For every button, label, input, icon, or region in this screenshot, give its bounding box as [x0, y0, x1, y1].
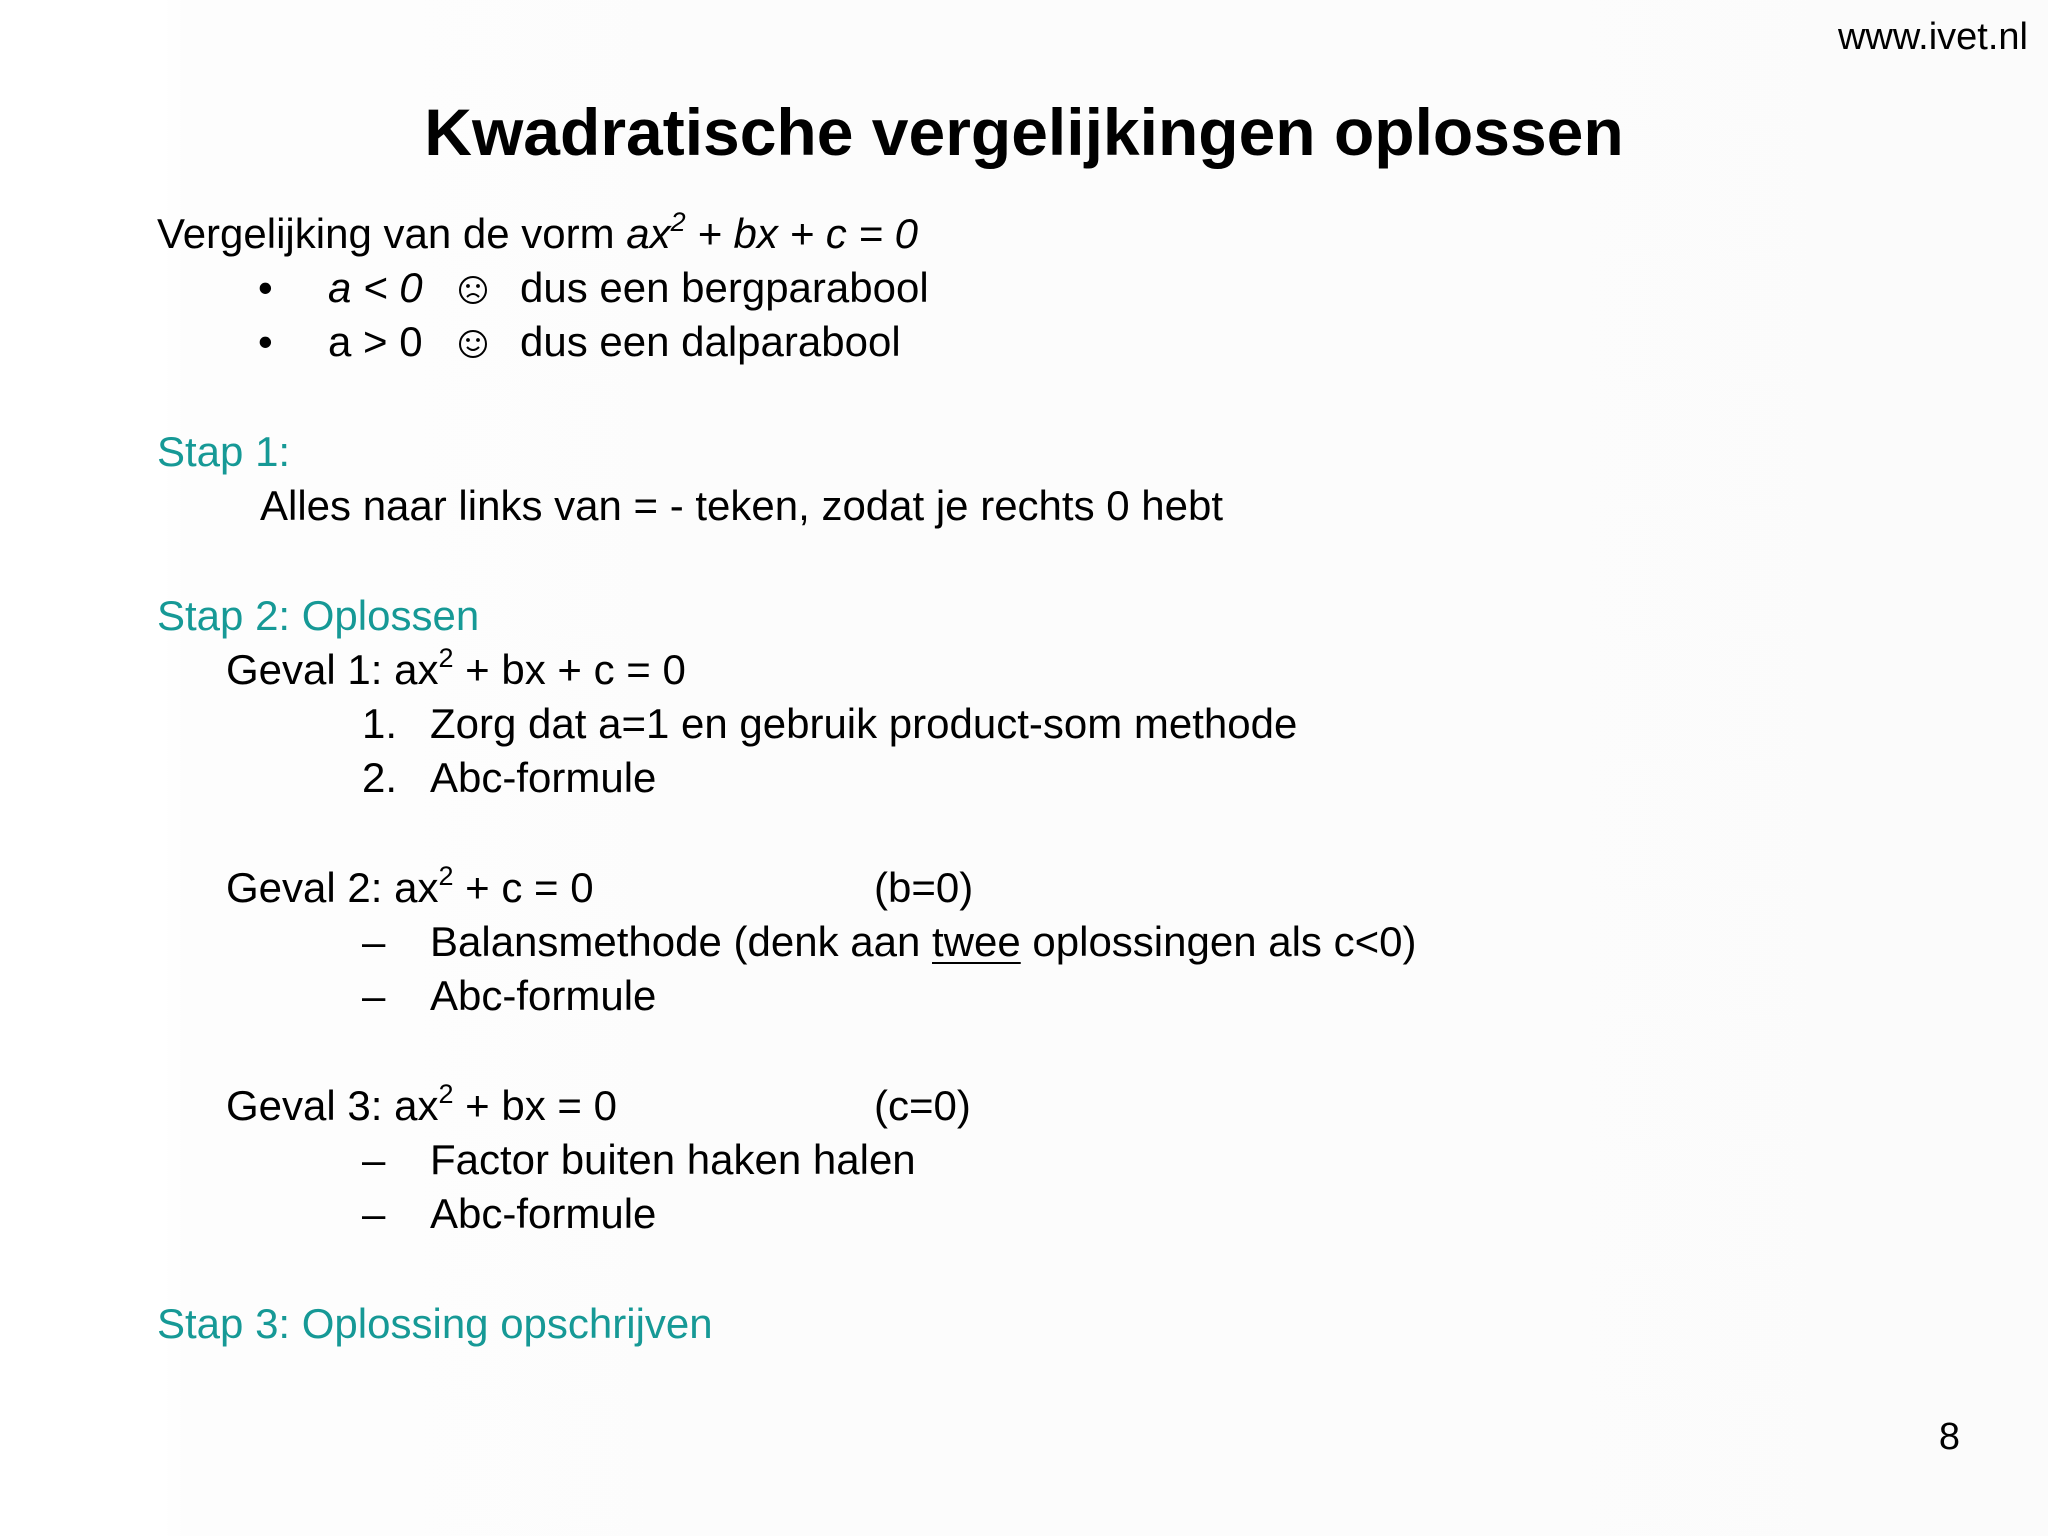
case-2-item-1-before: Balansmethode (denk aan	[430, 918, 933, 965]
page-number: 8	[1938, 1416, 1960, 1458]
case-3-note: (c=0)	[874, 1082, 971, 1129]
case-2-note: (b=0)	[874, 864, 974, 911]
case-3-item-2-marker: –	[362, 1190, 386, 1237]
site-url: www.ivet.nl	[1837, 16, 2028, 58]
case-1-heading	[226, 644, 686, 696]
case-1-item-2: Abc-formule	[430, 754, 657, 801]
page-title: Kwadratische vergelijkingen oplossen	[424, 95, 1624, 169]
case-2-item-1-underlined: twee	[932, 918, 1021, 965]
case-3-item-1-marker: –	[362, 1136, 386, 1183]
bullet-condition-positive: a > 0	[328, 318, 423, 365]
case-2-item-1	[430, 916, 1416, 968]
case-1-suffix: + bx + c = 0	[453, 646, 686, 693]
case-3-item-2: Abc-formule	[430, 1190, 657, 1237]
smile-face-icon	[458, 316, 488, 368]
intro-equation-base: ax	[626, 210, 671, 257]
step-1-text: Alles naar links van = - teken, zodat je rechts 0 hebt	[260, 482, 1224, 529]
case-3-item-1: Factor buiten haken halen	[430, 1136, 916, 1183]
case-2-suffix: + c = 0	[453, 864, 594, 911]
case-2-item-2: Abc-formule	[430, 972, 657, 1019]
bullet-condition-negative: a < 0	[328, 264, 423, 311]
case-2-heading	[226, 862, 594, 914]
case-1-item-1: Zorg dat a=1 en gebruik product-som methode	[430, 700, 1298, 747]
step-2-heading: Stap 2: Oplossen	[157, 592, 480, 639]
case-1-prefix: Geval 1: ax	[226, 646, 439, 693]
case-3-exponent: 2	[438, 1079, 454, 1109]
intro-equation-exponent: 2	[670, 207, 686, 237]
bullet-text-bergparabool: dus een bergparabool	[520, 264, 929, 311]
case-3-suffix: + bx = 0	[453, 1082, 617, 1129]
step-3-heading: Stap 3: Oplossing opschrijven	[157, 1300, 713, 1347]
case-2-item-1-marker: –	[362, 918, 386, 965]
case-3-prefix: Geval 3: ax	[226, 1082, 439, 1129]
case-1-item-2-marker: 2.	[362, 754, 398, 801]
case-2-item-2-marker: –	[362, 972, 386, 1019]
case-3-heading	[226, 1080, 617, 1132]
intro-prefix: Vergelijking van de vorm	[157, 210, 627, 257]
case-2-item-1-after: oplossingen als c<0)	[1020, 918, 1417, 965]
bullet-text-dalparabool: dus een dalparabool	[520, 318, 901, 365]
case-2-prefix: Geval 2: ax	[226, 864, 439, 911]
case-2-exponent: 2	[438, 861, 454, 891]
case-1-item-1-marker: 1.	[362, 700, 398, 747]
intro-line	[157, 208, 918, 260]
intro-equation-rest: + bx + c = 0	[685, 210, 918, 257]
frown-face-icon	[458, 262, 488, 314]
bullet-symbol: •	[258, 318, 273, 365]
step-1-heading: Stap 1:	[157, 428, 291, 475]
case-1-exponent: 2	[438, 643, 454, 673]
bullet-symbol: •	[258, 264, 273, 311]
